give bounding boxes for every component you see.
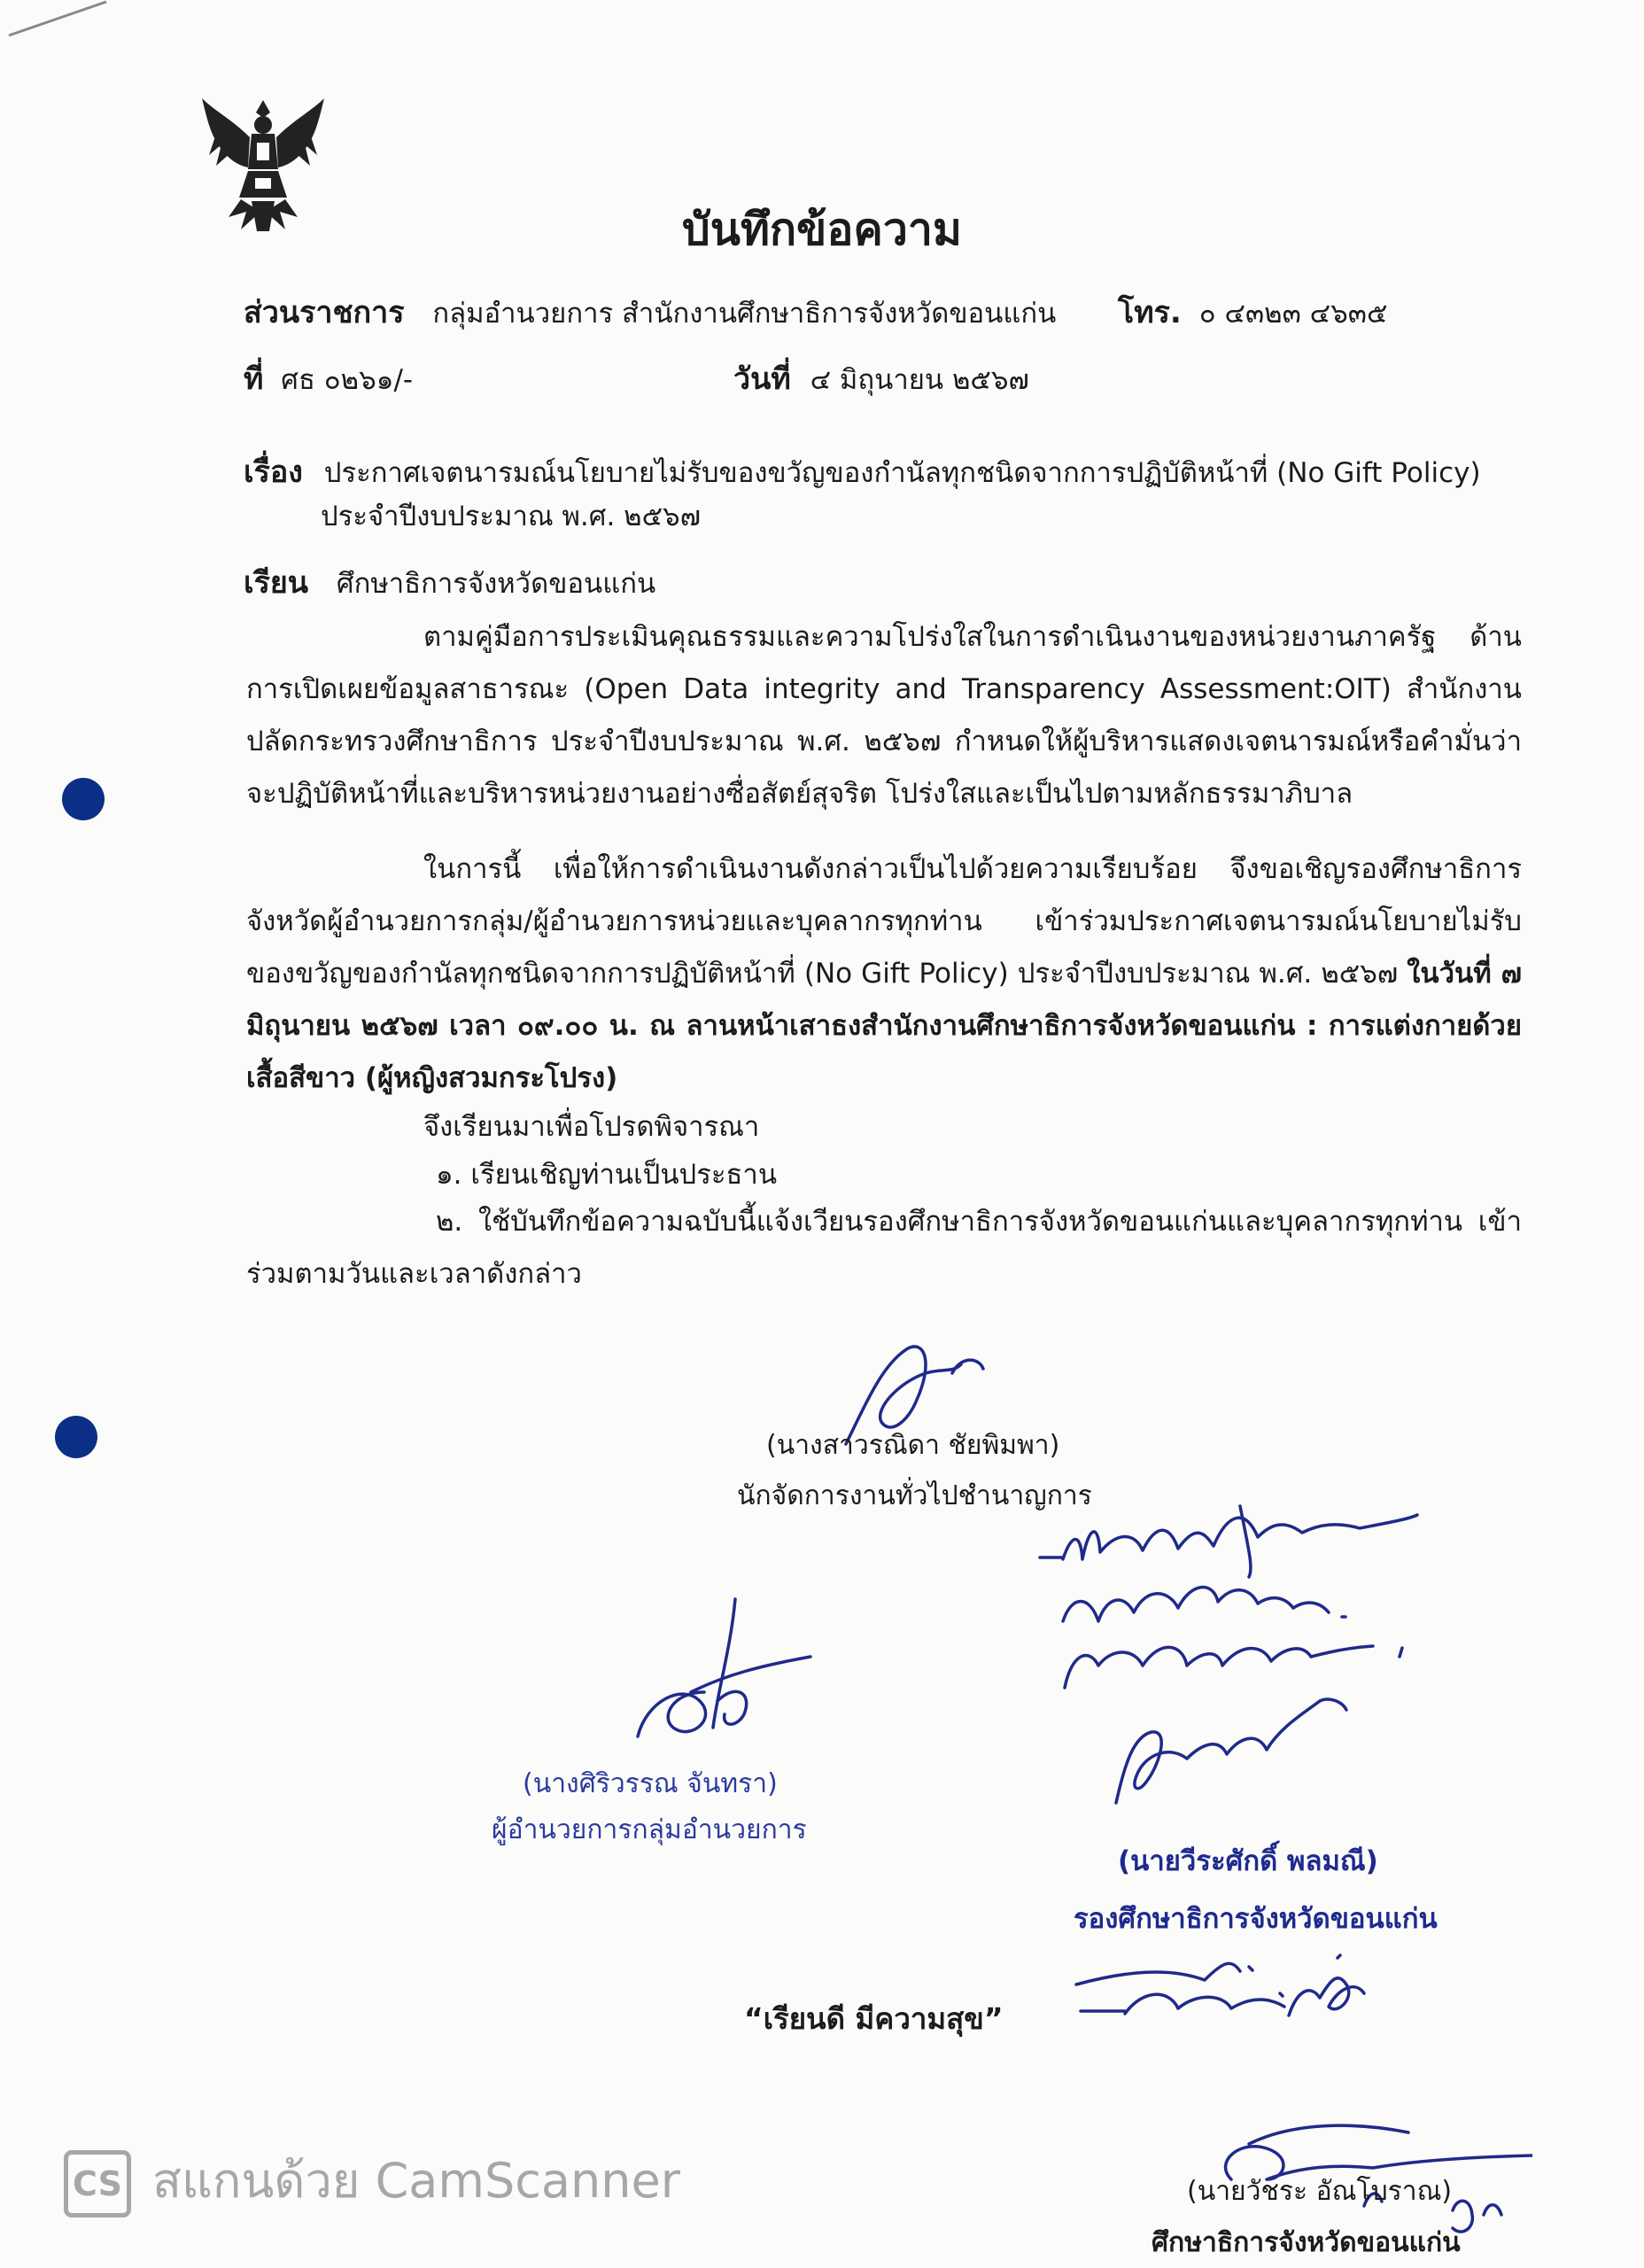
- slogan: “เรียนดี มีความสุข”: [744, 2001, 1004, 2036]
- director-signature: [620, 1595, 833, 1745]
- agency-row: [244, 288, 1056, 336]
- addressee-row: [244, 558, 655, 606]
- deputy-name: (นายวีระศักดิ์ พลมณี): [1118, 1845, 1378, 1877]
- subject-label: เรื่อง: [244, 454, 303, 490]
- request-item-1: ๑. เรียนเชิญท่านเป็นประธาน: [436, 1159, 778, 1191]
- camscanner-watermark: [64, 2142, 680, 2218]
- subject-row: [244, 447, 1481, 495]
- addressee-value: ศึกษาธิการจังหวัดขอนแก่น: [336, 568, 656, 600]
- watermark-text: สแกนด้วย CamScanner: [152, 2153, 680, 2209]
- paragraph-2-event-details: ในวันที่ ๗ มิถุนายน ๒๕๖๗ เวลา ๐๙.๐๐ น. ณ ลานหน้าเสาธงสำนักงานศึกษาธิการจังหวัดขอนแก่น : การแต่งกายด้วยเสื้อสีขาว (ผู้หญิงสวมกระโปรง): [246, 958, 1522, 1094]
- scan-mark: [0, 0, 124, 53]
- request-item-2: ๒. ใช้บันทึกข้อความฉบับนี้แจ้งเวียนรองศึกษาธิการจังหวัดขอนแก่นและบุคลากรทุกท่าน เข้าร่วมตามวันและเวลาดังกล่าว: [246, 1206, 1522, 1290]
- body-paragraph-2: [246, 843, 1522, 1105]
- director-name: (นางศิริวรรณ จันทรา): [523, 1768, 778, 1799]
- date-value: ๔ มิถุนายน ๒๕๖๗: [810, 364, 1029, 396]
- date-label: วันที่: [733, 361, 791, 397]
- head-name: (นายวัชระ อัณโบราณ): [1187, 2176, 1453, 2207]
- agency-value: กลุ่มอำนวยการ สำนักงานศึกษาธิการจังหวัดขอนแก่น: [432, 298, 1057, 330]
- camscanner-logo-icon: CS: [64, 2150, 131, 2218]
- subject-line-2: ประจำปีงบประมาณ พ.ศ. ๒๕๖๗: [321, 501, 702, 532]
- reference-value: ศธ ๐๒๖๑/-: [281, 364, 414, 396]
- deputy-position: รองศึกษาธิการจังหวัดขอนแก่น: [1074, 1903, 1438, 1935]
- officer-position: นักจัดการงานทั่วไปชำนาญการ: [737, 1480, 1092, 1511]
- phone-value: ๐ ๔๓๒๓ ๔๖๓๕: [1198, 298, 1388, 330]
- document-title: บันทึกข้อความ: [682, 204, 962, 255]
- phone-label: โทร.: [1118, 295, 1182, 330]
- reference-label: ที่: [244, 361, 264, 397]
- head-position: ศึกษาธิการจังหวัดขอนแก่น: [1152, 2227, 1461, 2258]
- deputy-handwritten-note: [1036, 1497, 1532, 1807]
- hole-punch-dot: [62, 778, 105, 820]
- officer-name: (นางสาวรณิดา ชัยพิมพา): [766, 1430, 1060, 1461]
- addressee-label: เรียน: [244, 565, 309, 601]
- paragraph-2-text: ในการนี้ เพื่อให้การดำเนินงานดังกล่าวเป็นไปด้วยความเรียบร้อย จึงขอเชิญรองศึกษาธิการจังหวัดผู้อำนวยการกลุ่ม/ผู้อำนวยการหน่วยและบุคลากรทุกท่าน เข้าร่วมประกาศเจตนารมณ์นโยบายไม่รับของขวัญของกำนัลทุกชนิดจากการปฏิบัติหน้าที่ (No Gift Policy) ประจำปีงบประมาณ พ.ศ. ๒๕๖๗: [246, 853, 1522, 990]
- hole-punch-dot: [55, 1416, 97, 1458]
- date-row: [733, 354, 1029, 402]
- body-paragraph-1: ตามคู่มือการประเมินคุณธรรมและความโปร่งใสในการดำเนินงานของหน่วยงานภาครัฐ ด้านการเปิดเผยข้อมูลสาธารณะ (Open Data integrity and Transparency Assessment:OIT) สำนักงานปลัดกระทรวงศึกษาธิการ ประจำปีงบประมาณ พ.ศ. ๒๕๖๗ กำหนดให้ผู้บริหารแสดงเจตนารมณ์หรือคำมั่นว่าจะปฏิบัติหน้าที่และบริหารหน่วยงานอย่างซื่อสัตย์สุจริต โปร่งใสและเป็นไปตามหลักธรรมาภิบาล: [246, 621, 1522, 810]
- director-position: ผู้อำนวยการกลุ่มอำนวยการ: [492, 1814, 807, 1845]
- phone-row: [1118, 288, 1387, 336]
- subject-line-1: ประกาศเจตนารมณ์นโยบายไม่รับของขวัญของกำนัลทุกชนิดจากการปฏิบัติหน้าที่ (No Gift Policy): [323, 457, 1481, 489]
- closing-line: จึงเรียนมาเพื่อโปรดพิจารณา: [423, 1111, 760, 1143]
- reference-row: [244, 354, 413, 402]
- agency-label: ส่วนราชการ: [244, 295, 405, 330]
